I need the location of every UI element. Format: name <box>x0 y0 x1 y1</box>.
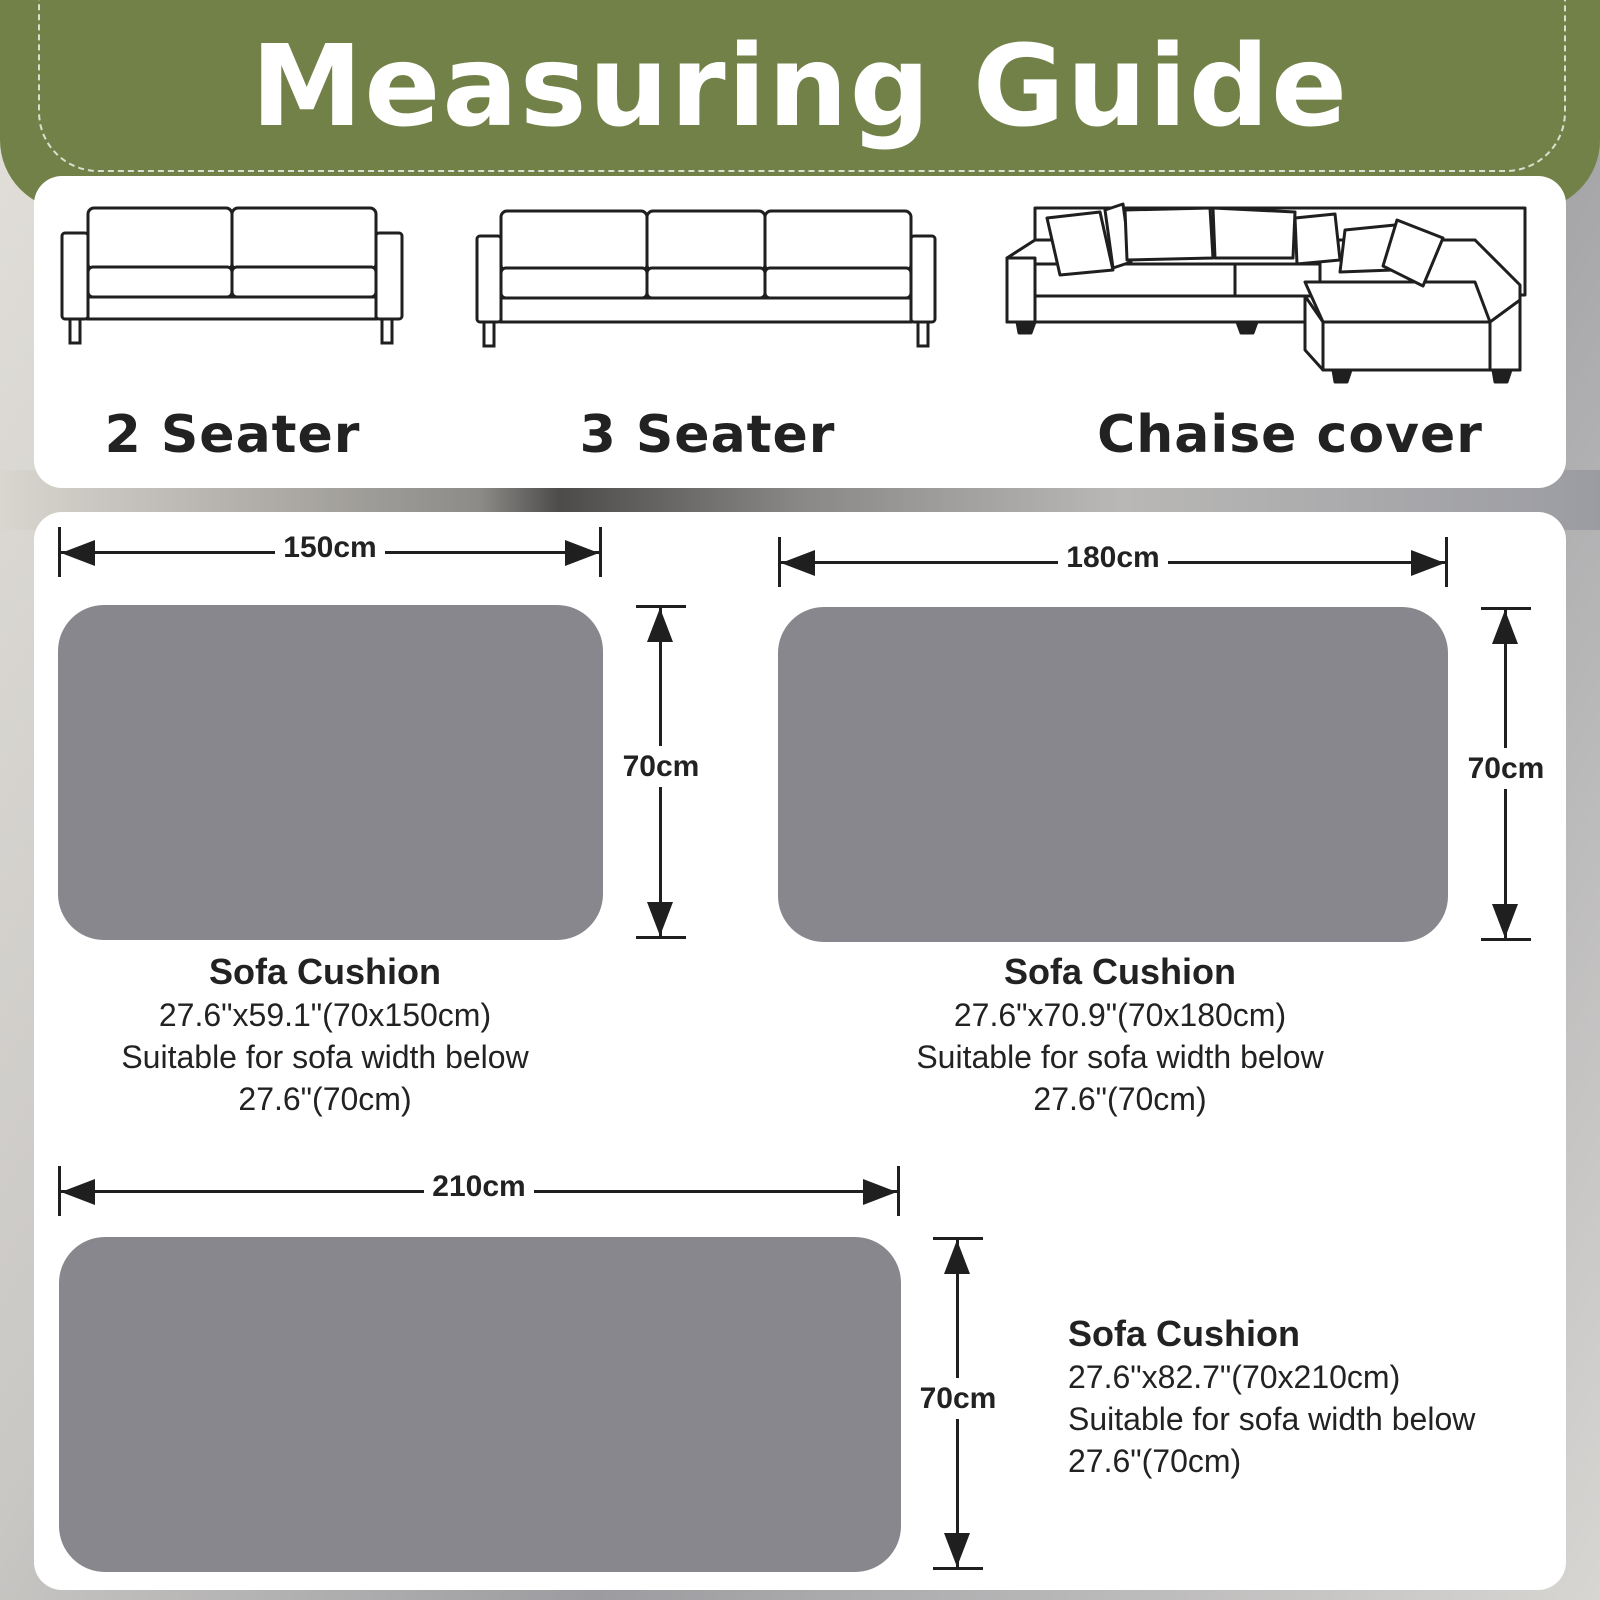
chaise-cover-label: Chaise cover <box>1097 405 1483 465</box>
cushion-suitable: Suitable for sofa width below <box>121 1039 529 1075</box>
height-dimension-70 <box>622 605 700 939</box>
width-dimension-210 <box>58 1166 900 1216</box>
height-label: 70cm <box>918 1378 999 1419</box>
cushion-size: 27.6"x59.1"(70x150cm) <box>158 997 492 1033</box>
height-dimension-70 <box>1467 607 1545 941</box>
three-seater-sofa-icon <box>475 208 940 353</box>
cushion-spec-180 <box>855 950 1385 1120</box>
cushion-name: Sofa Cushion <box>1068 1313 1300 1354</box>
cushion-suitable-value: 27.6"(70cm) <box>238 1081 412 1117</box>
cushion-spec-210 <box>1068 1312 1548 1482</box>
width-label: 210cm <box>424 1170 533 1203</box>
cushion-spec-150 <box>60 950 590 1120</box>
cushion-shape-210 <box>59 1237 901 1572</box>
width-dimension-180 <box>778 537 1448 587</box>
cushion-size: 27.6"x70.9"(70x180cm) <box>953 997 1287 1033</box>
two-seater-sofa-icon <box>60 205 405 350</box>
width-label: 180cm <box>1058 541 1167 574</box>
three-seater-label: 3 Seater <box>579 405 836 465</box>
width-label: 150cm <box>275 531 384 564</box>
height-label: 70cm <box>621 746 702 787</box>
cushion-shape-180 <box>778 607 1448 942</box>
cushion-name: Sofa Cushion <box>209 951 441 992</box>
height-label: 70cm <box>1466 748 1547 789</box>
cushion-size: 27.6"x82.7"(70x210cm) <box>1068 1359 1401 1395</box>
page-title: Measuring Guide <box>250 22 1350 152</box>
cushion-suitable-value: 27.6"(70cm) <box>1068 1443 1242 1479</box>
cushion-suitable: Suitable for sofa width below <box>916 1039 1324 1075</box>
width-dimension-150 <box>58 527 602 577</box>
height-dimension-70 <box>919 1237 997 1570</box>
sectional-chaise-sofa-icon <box>1005 200 1540 400</box>
cushion-shape-150 <box>58 605 603 940</box>
cushion-suitable-value: 27.6"(70cm) <box>1033 1081 1207 1117</box>
cushion-suitable: Suitable for sofa width below <box>1068 1401 1476 1437</box>
cushion-name: Sofa Cushion <box>1004 951 1236 992</box>
two-seater-label: 2 Seater <box>104 405 361 465</box>
